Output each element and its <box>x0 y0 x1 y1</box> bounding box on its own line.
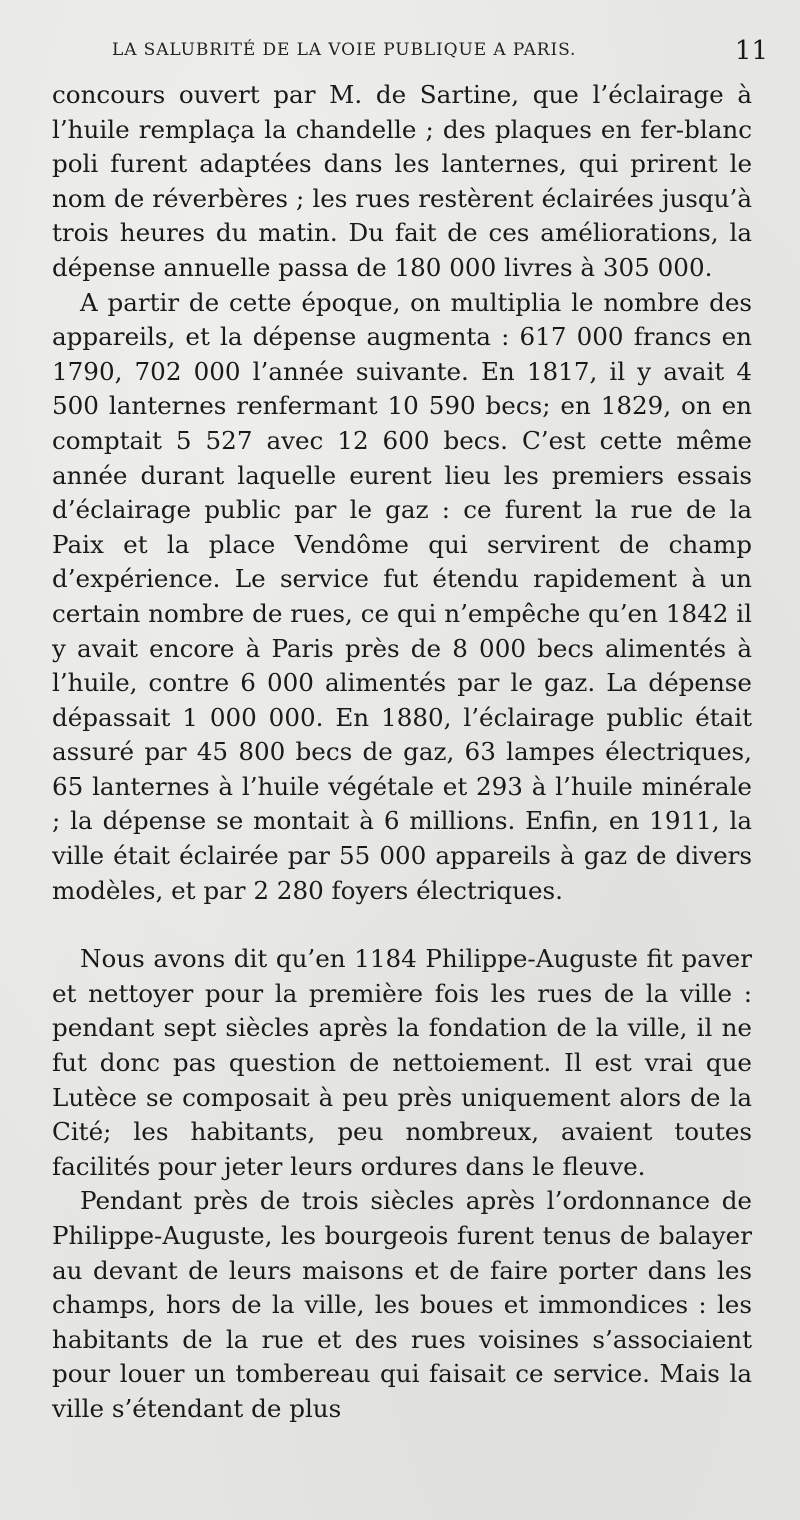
body-text <box>52 78 752 1427</box>
paragraph: A partir de cette époque, on multiplia le nombre des appareils, et la dépense augmenta : 617 000 francs en 1790, 702 000 l’année suivante. En 1817, il y avait 4 500 lanternes renfermant 10 590 becs; en 1829, on en comptait 5 527 avec 12 600 becs. C’est cette même année durant laquelle eurent lieu les premiers essais d’éclairage public par le gaz : ce furent la rue de la Paix et la place Vendôme qui servirent de champ d’expérience. Le service fut étendu rapidement à un certain nombre de rues, ce qui n’empêche qu’en 1842 il y avait encore à Paris près de 8 000 becs alimentés à l’huile, contre 6 000 alimentés par le gaz. La dépense dépassait 1 000 000. En 1880, l’éclairage public était assuré par 45 800 becs de gaz, 63 lampes électriques, 65 lanternes à l’huile végétale et 293 à l’huile minérale ; la dépense se montait à 6 millions. Enfin, en 1911, la ville était éclairée par 55 000 appareils à gaz de divers modèles, et par 2 280 foyers électriques. <box>52 287 752 905</box>
page-number: 11 <box>734 36 768 66</box>
page-header <box>112 34 768 68</box>
paragraph: concours ouvert par M. de Sartine, que l’éclairage à l’huile remplaça la chandelle ; des plaques en fer-blanc poli furent adaptées dans les lanternes, qui prirent le nom de réverbères ; les rues restèrent éclairées jusqu’à trois heures du matin. Du fait de ces améliorations, la dépense annuelle passa de 180 000 livres à 305 000. <box>52 80 752 282</box>
running-title: LA SALUBRITÉ DE LA VOIE PUBLIQUE A PARIS. <box>112 40 577 60</box>
paragraph: Pendant près de trois siècles après l’ordonnance de Philippe-Auguste, les bourgeois furent tenus de balayer au devant de leurs maisons et de faire porter dans les champs, hors de la ville, les boues et immondices : les habitants de la rue et des rues voisines s’associaient pour louer un tombereau qui faisait ce service. Mais la ville s’étendant de plus <box>52 1186 752 1423</box>
section-break <box>52 908 752 942</box>
paragraph: Nous avons dit qu’en 1184 Philippe-Auguste fit paver et nettoyer pour la première fois les rues de la ville : pendant sept siècles après la fondation de la ville, il ne fut donc pas question de nettoiement. Il est vrai que Lutèce se composait à peu près uniquement alors de la Cité; les habitants, peu nombreux, avaient toutes facilités pour jeter leurs ordures dans le fleuve. <box>52 944 752 1181</box>
